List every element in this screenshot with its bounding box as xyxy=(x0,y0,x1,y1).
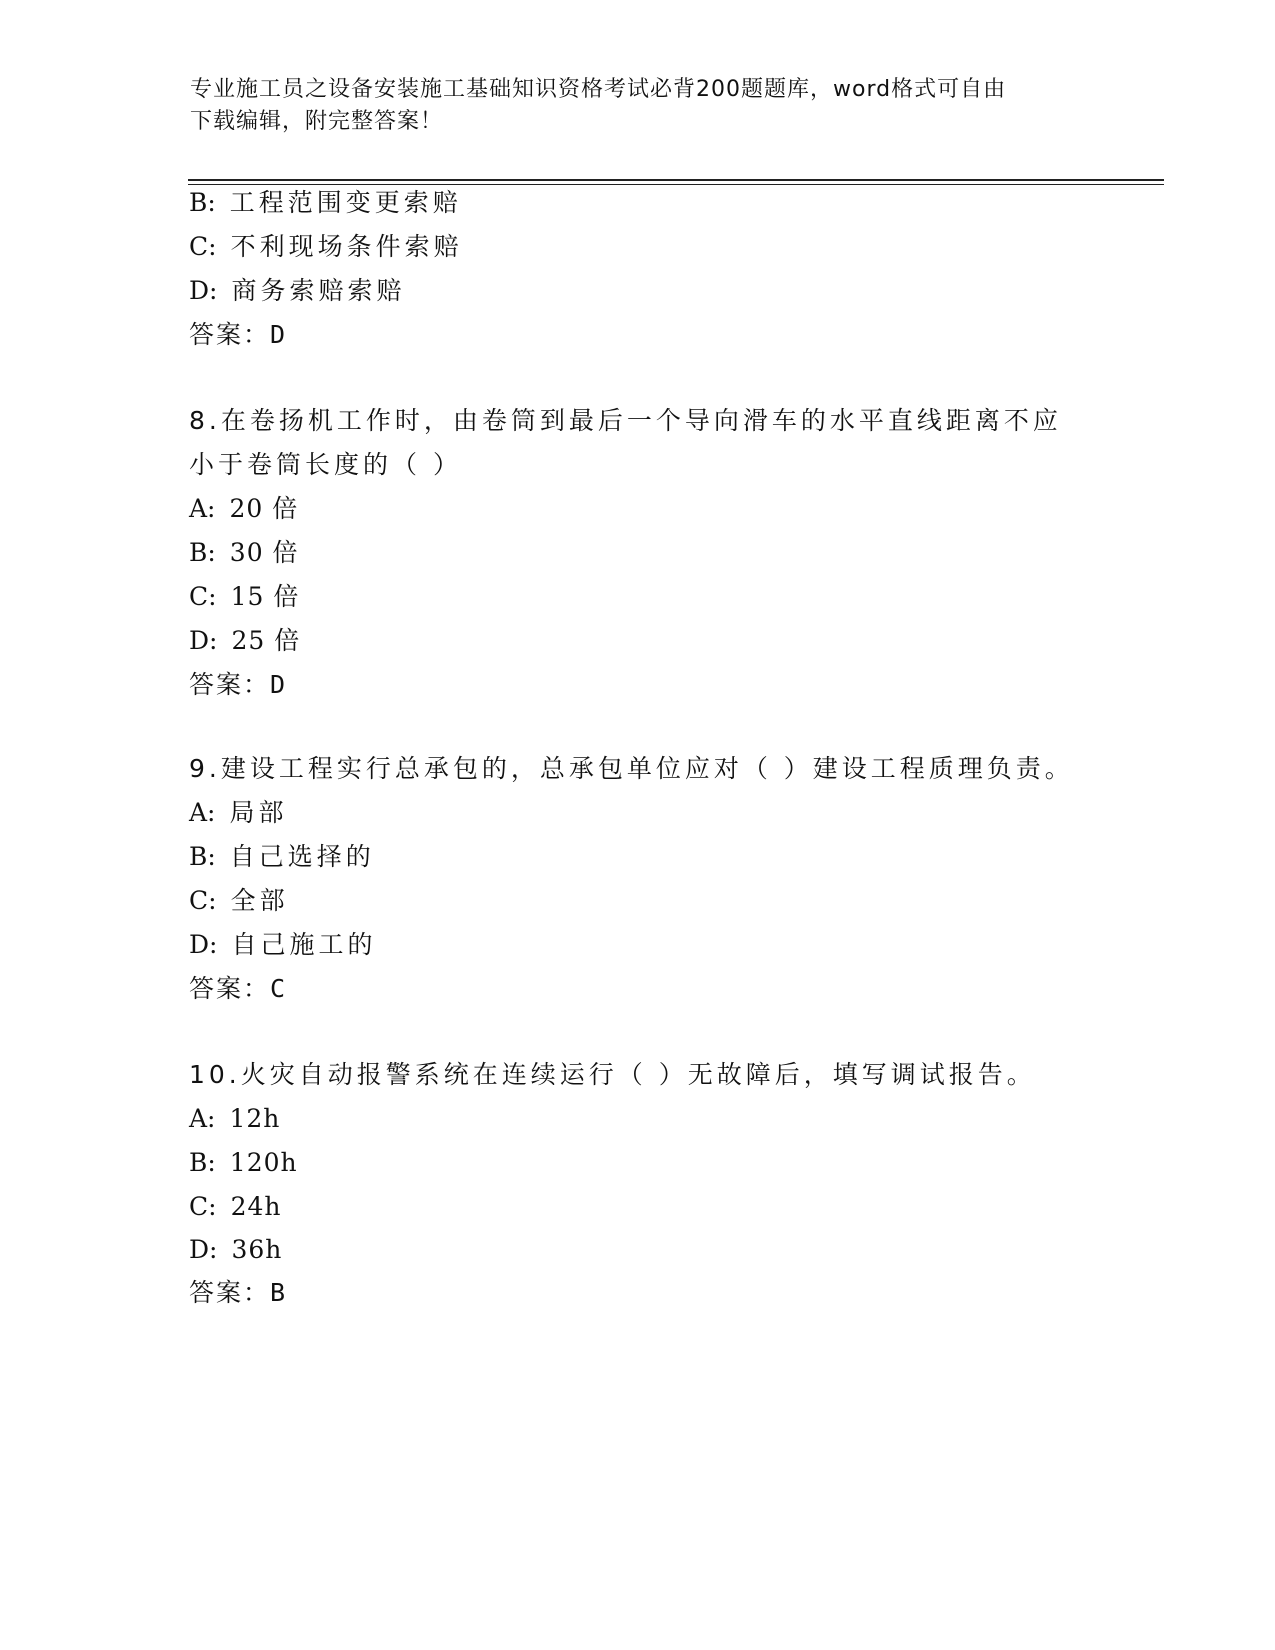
option-text: 自己施工的 xyxy=(231,930,377,959)
option-d xyxy=(189,928,376,962)
answer-line xyxy=(189,668,287,702)
option-text: 12h xyxy=(229,1104,281,1133)
option-text: 120h xyxy=(229,1148,298,1177)
option-letter: C: xyxy=(189,232,217,261)
answer-label: 答案： xyxy=(189,1278,271,1307)
answer-value: D xyxy=(270,670,288,699)
question-text: 小于卷筒长度的（ ） xyxy=(189,450,462,479)
answer-line xyxy=(189,1276,287,1310)
option-letter: C: xyxy=(189,582,217,611)
option-letter: D: xyxy=(189,626,218,655)
answer-label: 答案： xyxy=(189,974,271,1003)
answer-value: C xyxy=(270,974,288,1003)
option-text: 商务索赔索赔 xyxy=(231,276,406,305)
option-letter: A: xyxy=(189,798,216,827)
option-c xyxy=(189,1190,281,1224)
option-text: 36h xyxy=(231,1235,283,1264)
header-line-1: 专业施工员之设备安装施工基础知识资格考试必背200题题库，word格式可自由 xyxy=(190,77,1007,102)
header-divider-thin xyxy=(188,184,1164,185)
option-text: 自己选择的 xyxy=(229,842,375,871)
answer-line xyxy=(189,972,287,1006)
option-b xyxy=(189,536,299,570)
option-a xyxy=(189,492,298,526)
option-text: 20 倍 xyxy=(229,494,299,523)
option-letter: D: xyxy=(189,1235,218,1264)
option-letter: D: xyxy=(189,276,218,305)
option-d xyxy=(189,274,405,308)
question-8-stem xyxy=(189,404,1062,438)
option-text: 不利现场条件索赔 xyxy=(230,232,463,261)
option-text: 25 倍 xyxy=(231,626,301,655)
header-line-2: 下载编辑，附完整答案！ xyxy=(190,109,444,134)
option-text: 局部 xyxy=(229,798,288,827)
option-letter: B: xyxy=(189,1148,216,1177)
question-9-stem xyxy=(189,752,1074,786)
option-letter: C: xyxy=(189,1192,217,1221)
document-header xyxy=(190,74,1090,138)
option-letter: B: xyxy=(189,538,216,567)
question-10-stem xyxy=(189,1058,1036,1092)
option-letter: D: xyxy=(189,930,218,959)
option-c xyxy=(189,884,289,918)
option-a xyxy=(189,1102,280,1136)
option-letter: A: xyxy=(189,1104,216,1133)
header-divider xyxy=(188,179,1164,181)
option-letter: B: xyxy=(189,842,216,871)
question-8-stem-cont xyxy=(189,448,462,482)
option-b xyxy=(189,1146,298,1180)
option-text: 工程范围变更索赔 xyxy=(229,188,462,217)
option-a xyxy=(189,796,288,830)
answer-label: 答案： xyxy=(189,670,271,699)
answer-label: 答案： xyxy=(189,320,271,349)
option-text: 15 倍 xyxy=(230,582,300,611)
option-b xyxy=(189,186,462,220)
question-text: 10.火灾自动报警系统在连续运行（ ）无故障后，填写调试报告。 xyxy=(189,1060,1036,1089)
option-d xyxy=(189,1233,282,1267)
option-c xyxy=(189,230,463,264)
option-d xyxy=(189,624,300,658)
option-text: 全部 xyxy=(230,886,289,915)
question-text: 8.在卷扬机工作时，由卷筒到最后一个导向滑车的水平直线距离不应 xyxy=(189,406,1062,435)
option-text: 24h xyxy=(230,1192,282,1221)
option-letter: C: xyxy=(189,886,217,915)
answer-value: D xyxy=(270,320,288,349)
option-letter: A: xyxy=(189,494,216,523)
option-text: 30 倍 xyxy=(229,538,299,567)
option-b xyxy=(189,840,375,874)
option-letter: B: xyxy=(189,188,216,217)
option-c xyxy=(189,580,299,614)
answer-value: B xyxy=(270,1278,288,1307)
answer-line xyxy=(189,318,287,352)
question-text: 9.建设工程实行总承包的，总承包单位应对（ ）建设工程质理负责。 xyxy=(189,754,1074,783)
